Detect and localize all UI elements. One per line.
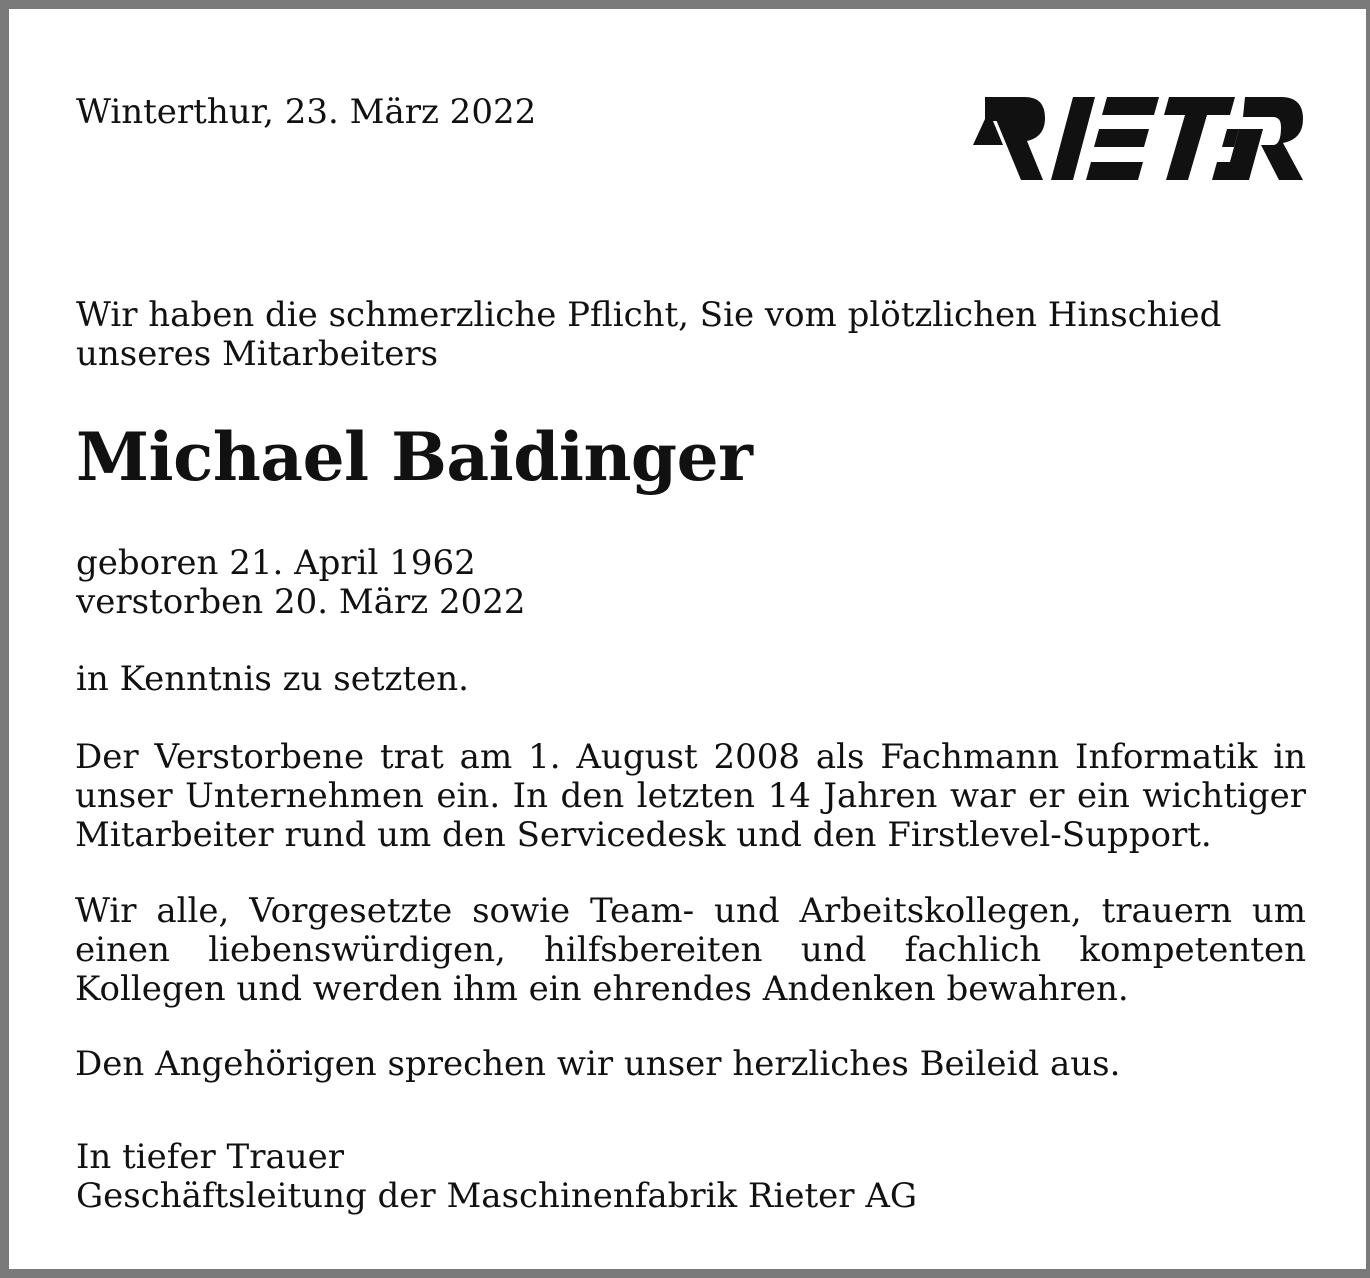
death-date: verstorben 20. März 2022: [76, 582, 526, 622]
deceased-name: Michael Baidinger: [76, 418, 753, 496]
life-dates: [76, 544, 525, 622]
career-paragraph: Der Verstorbene trat am 1. August 2008 als Fachmann Informatik in unser Unternehmen ein. In den letzten 14 Jahren war er ein wichtiger Mitarbeiter rund um den Servicedesk und den Firstlevel-Support.: [75, 737, 1306, 855]
closing-line-2: Geschäftsleitung der Maschinenfabrik Rieter AG: [76, 1176, 918, 1216]
intro-text: [76, 296, 1221, 374]
birth-date: geboren 21. April 1962: [76, 543, 476, 583]
closing-signature: [76, 1138, 917, 1216]
logo-letter-r2: [1225, 97, 1303, 180]
rieter-logo: [973, 97, 1303, 180]
notice-text: in Kenntnis zu setzten.: [76, 659, 469, 699]
intro-line-2: unseres Mitarbeiters: [76, 334, 439, 374]
intro-line-1: Wir haben die schmerzliche Pflicht, Sie vom plötzlichen Hinschied: [76, 295, 1222, 335]
tribute-paragraph: Wir alle, Vorgesetzte sowie Team- und Arbeitskollegen, trauern um einen liebenswürdigen, hilfsbereiten und fachlich kompetenten Kollegen und werden ihm ein ehrendes Andenken bewahren.: [75, 891, 1306, 1009]
logo-letter-e1: [1086, 97, 1159, 180]
condolence-paragraph: Den Angehörigen sprechen wir unser herzliches Beileid aus.: [75, 1044, 1121, 1084]
place-date: Winterthur, 23. März 2022: [76, 92, 537, 132]
logo-letter-r: [973, 97, 1045, 180]
logo-letter-i: [1051, 97, 1095, 180]
closing-line-1: In tiefer Trauer: [76, 1137, 345, 1177]
